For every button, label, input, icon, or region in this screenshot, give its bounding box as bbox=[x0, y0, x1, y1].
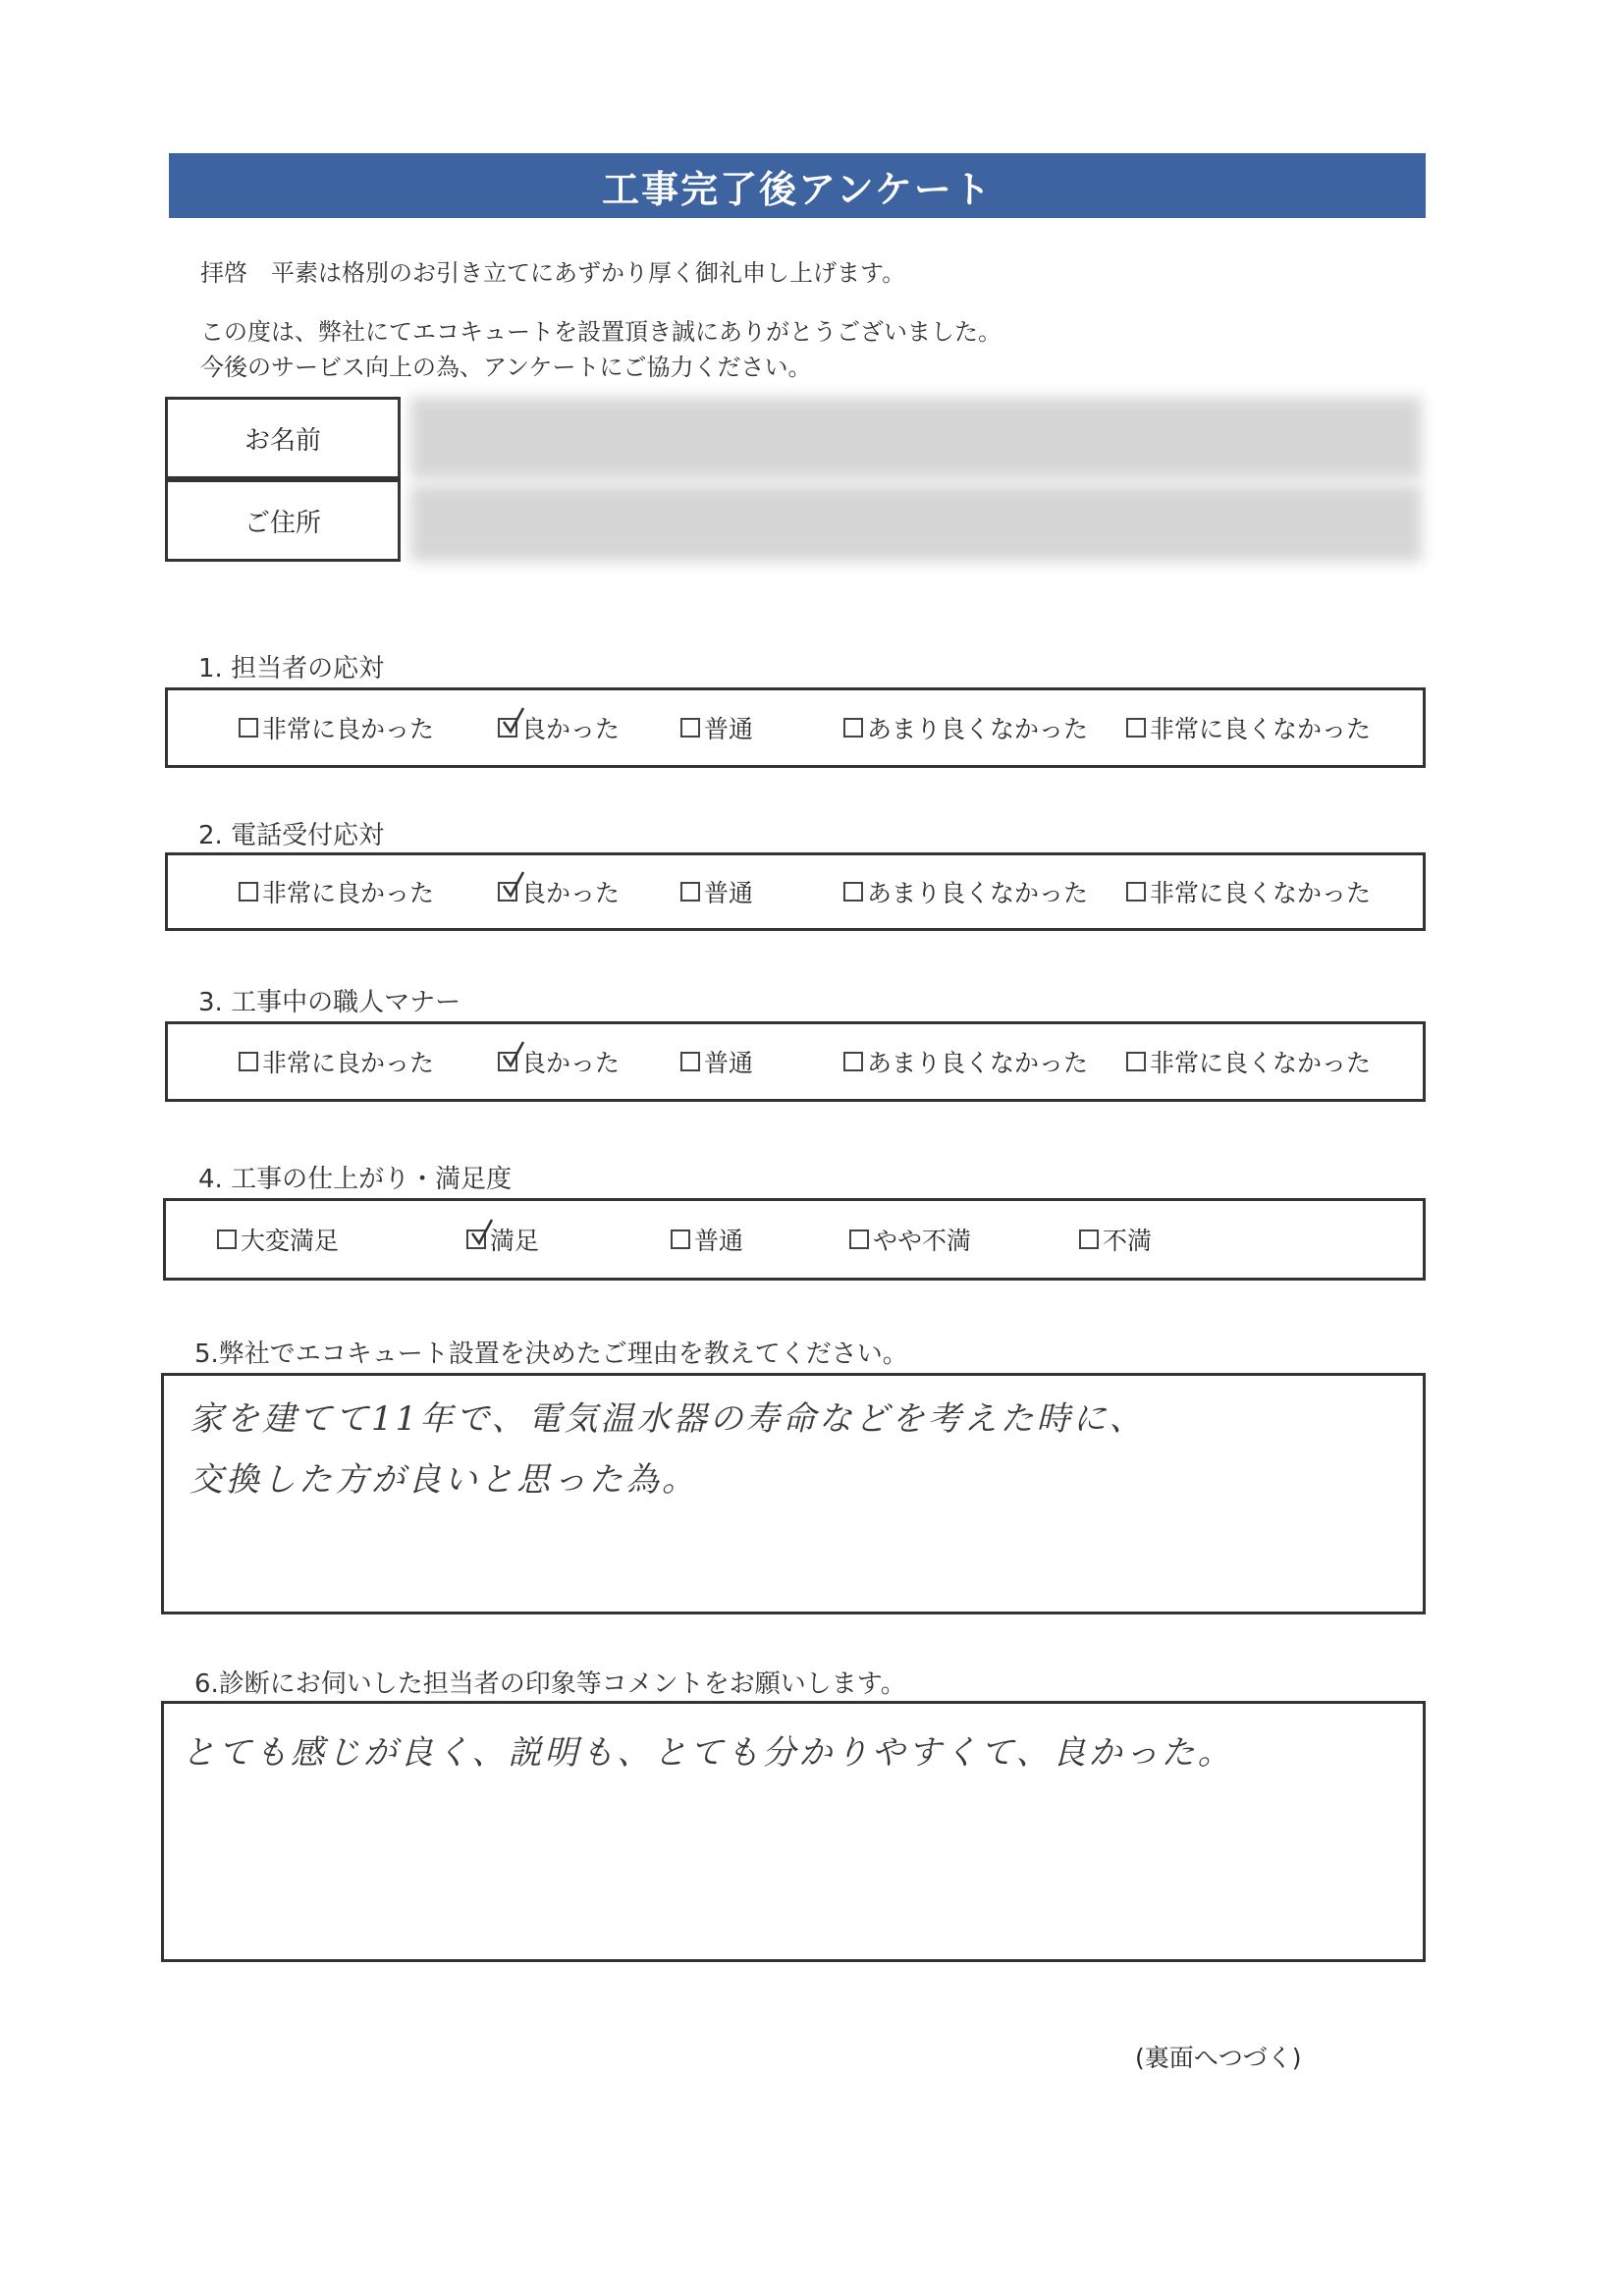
checkbox-icon[interactable] bbox=[239, 1052, 258, 1071]
address-label: ご住所 bbox=[165, 479, 401, 562]
q2-options bbox=[165, 852, 1426, 931]
checkbox-icon[interactable] bbox=[843, 1052, 863, 1071]
checkmark-icon bbox=[502, 1040, 525, 1069]
q1-options bbox=[165, 687, 1426, 768]
request-text: 今後のサービス向上の為、アンケートにご協力ください。 bbox=[200, 354, 812, 381]
q6-answer-line-1: とても感じが良く、説明も、とても分かりやすくて、良かった。 bbox=[182, 1733, 1234, 1773]
page-title: 工事完了後アンケート bbox=[169, 153, 1426, 218]
q4-option-1[interactable]: 大変満足 bbox=[217, 1201, 339, 1278]
name-redacted bbox=[410, 397, 1422, 479]
q2-option-4[interactable]: あまり良くなかった bbox=[843, 855, 1088, 928]
q4-option-2[interactable]: 満足 bbox=[466, 1201, 539, 1278]
q6-heading: 6.診断にお伺いした担当者の印象等コメントをお願いします。 bbox=[194, 1669, 906, 1699]
checkbox-icon[interactable] bbox=[1079, 1230, 1099, 1249]
checkbox-checked-icon[interactable] bbox=[498, 882, 517, 902]
checkbox-checked-icon[interactable] bbox=[498, 1052, 517, 1071]
q2-option-3[interactable]: 普通 bbox=[680, 855, 753, 928]
q5-heading: 5.弊社でエコキュート設置を決めたご理由を教えてください。 bbox=[194, 1339, 908, 1369]
q4-heading: 4. 工事の仕上がり・満足度 bbox=[198, 1165, 513, 1194]
q1-option-4[interactable]: あまり良くなかった bbox=[843, 690, 1088, 765]
q1-option-2[interactable]: 良かった bbox=[498, 690, 620, 765]
checkbox-checked-icon[interactable] bbox=[498, 718, 517, 738]
q1-option-1[interactable]: 非常に良かった bbox=[239, 690, 434, 765]
customer-info-table bbox=[165, 397, 1422, 562]
q5-answer-line-2: 交換した方が良いと思った為。 bbox=[189, 1460, 698, 1500]
address-redacted bbox=[410, 485, 1422, 562]
checkmark-icon bbox=[502, 870, 525, 900]
checkbox-checked-icon[interactable] bbox=[466, 1230, 486, 1249]
q3-option-2[interactable]: 良かった bbox=[498, 1024, 620, 1099]
q1-option-3[interactable]: 普通 bbox=[680, 690, 753, 765]
q6-answer-box[interactable] bbox=[161, 1701, 1426, 1962]
q4-option-5[interactable]: 不満 bbox=[1079, 1201, 1152, 1278]
q3-option-4[interactable]: あまり良くなかった bbox=[843, 1024, 1088, 1099]
checkbox-icon[interactable] bbox=[849, 1230, 869, 1249]
checkbox-icon[interactable] bbox=[843, 882, 863, 902]
q4-option-3[interactable]: 普通 bbox=[671, 1201, 743, 1278]
q2-option-2[interactable]: 良かった bbox=[498, 855, 620, 928]
checkbox-icon[interactable] bbox=[680, 718, 700, 738]
continued-note: (裏面へつづく) bbox=[1135, 2044, 1302, 2072]
q5-answer-box[interactable] bbox=[161, 1373, 1426, 1614]
q3-option-3[interactable]: 普通 bbox=[680, 1024, 753, 1099]
q1-heading: 1. 担当者の応対 bbox=[198, 654, 385, 683]
q3-option-1[interactable]: 非常に良かった bbox=[239, 1024, 434, 1099]
q3-options bbox=[165, 1021, 1426, 1102]
checkbox-icon[interactable] bbox=[239, 718, 258, 738]
greeting-text: 拝啓 平素は格別のお引き立てにあずかり厚く御礼申し上げます。 bbox=[200, 259, 906, 287]
checkbox-icon[interactable] bbox=[843, 718, 863, 738]
thanks-text: この度は、弊社にてエコキュートを設置頂き誠にありがとうございました。 bbox=[200, 318, 1001, 346]
checkmark-icon bbox=[470, 1218, 494, 1247]
checkbox-icon[interactable] bbox=[217, 1230, 237, 1249]
q4-options bbox=[163, 1198, 1426, 1281]
q3-heading: 3. 工事中の職人マナー bbox=[198, 988, 461, 1017]
q2-option-1[interactable]: 非常に良かった bbox=[239, 855, 434, 928]
q2-heading: 2. 電話受付応対 bbox=[198, 821, 385, 850]
q3-option-5[interactable]: 非常に良くなかった bbox=[1126, 1024, 1371, 1099]
checkbox-icon[interactable] bbox=[680, 1052, 700, 1071]
checkbox-icon[interactable] bbox=[239, 882, 258, 902]
checkbox-icon[interactable] bbox=[1126, 882, 1146, 902]
checkbox-icon[interactable] bbox=[1126, 1052, 1146, 1071]
q4-option-4[interactable]: やや不満 bbox=[849, 1201, 971, 1278]
checkbox-icon[interactable] bbox=[1126, 718, 1146, 738]
checkbox-icon[interactable] bbox=[671, 1230, 690, 1249]
checkmark-icon bbox=[502, 706, 525, 736]
name-label: お名前 bbox=[165, 397, 401, 479]
q5-answer-line-1: 家を建てて11年で、電気温水器の寿命などを考えた時に、 bbox=[189, 1399, 1146, 1439]
checkbox-icon[interactable] bbox=[680, 882, 700, 902]
q2-option-5[interactable]: 非常に良くなかった bbox=[1126, 855, 1371, 928]
q1-option-5[interactable]: 非常に良くなかった bbox=[1126, 690, 1371, 765]
